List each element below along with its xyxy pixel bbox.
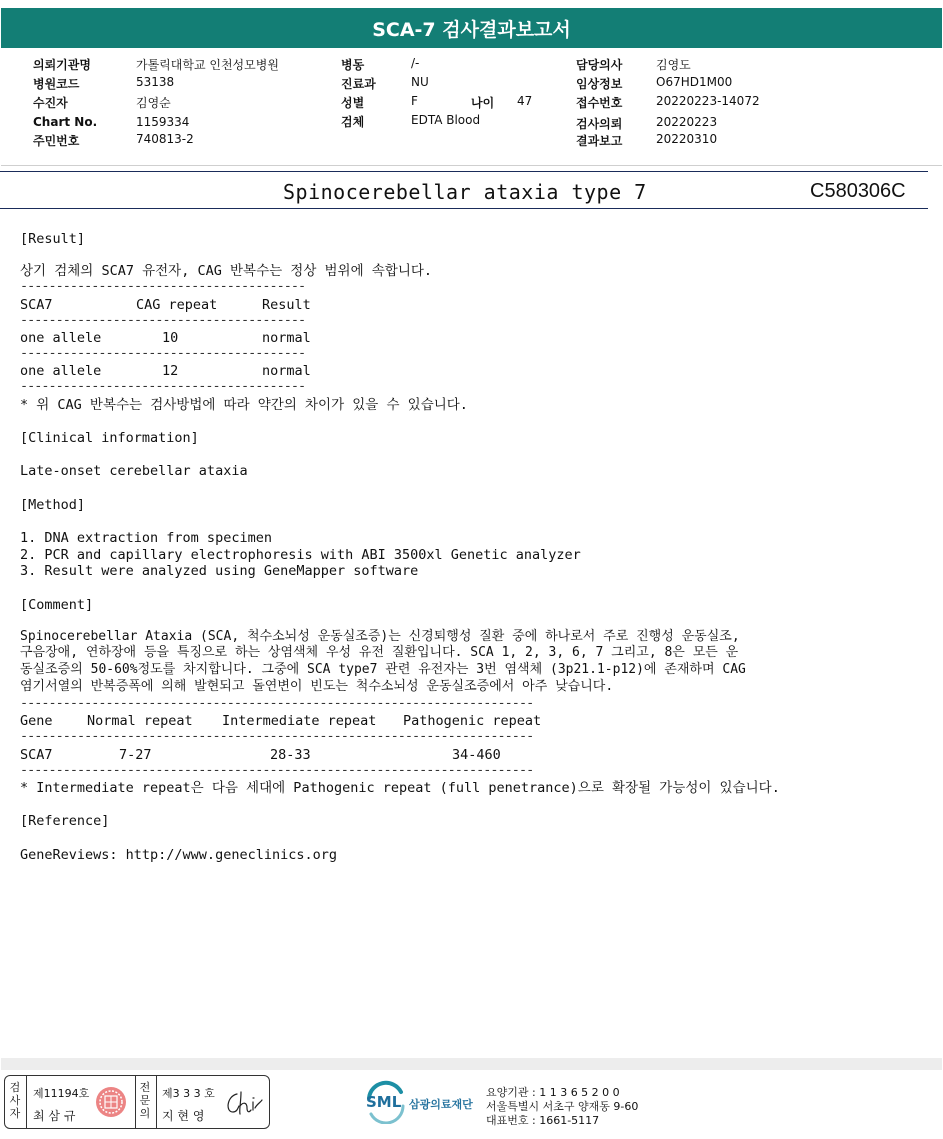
table-divider: ------------------------------------------------------------------------ — [20, 699, 534, 707]
result-col-repeat: CAG repeat — [136, 297, 218, 313]
comment-row-gene: SCA7 — [20, 747, 53, 763]
table-divider: ---------------------------------------- — [20, 282, 306, 290]
sml-logo-text: SML — [366, 1093, 402, 1111]
comment-row-intermediate: 28-33 — [270, 747, 311, 763]
method-step: 2. PCR and capillary electrophoresis with ABI 3500xl Genetic analyzer — [20, 547, 581, 563]
patient-label: 수진자 — [33, 96, 68, 110]
hospital-code-label: 병원코드 — [33, 77, 80, 91]
patient-header — [1, 48, 942, 166]
document-title: Spinocerebellar ataxia type 7 — [283, 180, 647, 204]
document-code: C580306C — [810, 180, 906, 202]
specialist-role-label: 전 문 의 — [139, 1081, 151, 1120]
doctor-label: 담당의사 — [576, 58, 623, 72]
comment-line: 구음장애, 연하장애 등을 특징으로 하는 상염색체 우성 유전 질환입니다. SCA 1, 2, 3, 6, 7 그리고, 8은 모든 운 — [20, 645, 739, 660]
comment-col-intermediate: Intermediate repeat — [222, 713, 377, 729]
result-col-gene: SCA7 — [20, 297, 53, 313]
result-summary: 상기 검체의 SCA7 유전자, CAG 반복수는 정상 범위에 속합니다. — [20, 263, 433, 279]
table-divider: ---------------------------------------- — [20, 382, 306, 390]
clinical-heading: [Clinical information] — [20, 430, 199, 446]
report-title-bar — [1, 8, 942, 48]
method-step: 3. Result were analyzed using GeneMapper software — [20, 563, 419, 579]
title-rule-top — [0, 171, 928, 172]
result-row-result: normal — [262, 330, 311, 346]
table-divider: ---------------------------------------- — [20, 349, 306, 357]
request-label: 검사의뢰 — [576, 117, 623, 131]
clinical-label: 임상정보 — [576, 77, 623, 91]
divider — [26, 1076, 27, 1128]
hospital-code-value: 53138 — [136, 75, 175, 89]
org-name: 삼광의료재단 — [409, 1098, 473, 1111]
institution-code: 요양기관 : 1 1 3 6 5 2 0 0 — [486, 1086, 620, 1099]
clinical-value: O67HD1M00 — [656, 75, 733, 89]
ward-value: /- — [411, 56, 420, 70]
result-col-result: Result — [262, 297, 311, 313]
result-row-allele: one allele — [20, 330, 102, 346]
doctor-value: 김영도 — [656, 58, 691, 72]
reference-heading: [Reference] — [20, 813, 110, 829]
report-date-label: 결과보고 — [576, 134, 623, 148]
report-date-value: 20220310 — [656, 132, 718, 146]
clinical-text: Late-onset cerebellar ataxia — [20, 463, 248, 479]
comment-col-pathogenic: Pathogenic repeat — [403, 713, 542, 729]
age-label: 나이 — [471, 96, 495, 110]
reference-text: GeneReviews: http://www.geneclinics.org — [20, 847, 337, 863]
table-divider: ------------------------------------------------------------------------ — [20, 732, 534, 740]
comment-line: 동실조증의 50-60%정도를 차지합니다. 그중에 SCA type7 관련 유전자는 3번 염색체 (3p21.1-p12)에 존재하며 CAG — [20, 662, 746, 677]
divider — [135, 1076, 136, 1128]
result-note: * 위 CAG 반복수는 검사방법에 따라 약간의 차이가 있을 수 있습니다. — [20, 397, 468, 413]
receipt-value: 20220223-14072 — [656, 94, 760, 108]
divider — [156, 1076, 157, 1128]
comment-line: 염기서열의 반복증폭에 의해 발현되고 돌연변이 빈도는 척수소뇌성 운동실조증에서 아주 낮습니다. — [20, 679, 614, 694]
table-divider: ------------------------------------------------------------------------ — [20, 766, 534, 774]
signer-name-2: 지 현 영 — [162, 1109, 205, 1123]
signature-box — [4, 1075, 270, 1129]
chart-value: 1159334 — [136, 115, 190, 129]
receipt-label: 접수번호 — [576, 96, 623, 110]
method-heading: [Method] — [20, 497, 86, 513]
result-row-result: normal — [262, 363, 311, 379]
cert-number-2: 제3 3 3 호 — [162, 1087, 215, 1100]
footer-band — [1, 1058, 942, 1070]
patient-value: 김영순 — [136, 96, 171, 110]
result-heading: [Result] — [20, 231, 86, 247]
sex-value: F — [411, 94, 418, 108]
institution-value: 가톨릭대학교 인천성모병원 — [136, 58, 279, 72]
comment-line: Spinocerebellar Ataxia (SCA, 척수소뇌성 운동실조증)는 신경퇴행성 질환 중에 하나로서 주로 진행성 운동실조, — [20, 629, 740, 644]
age-value: 47 — [517, 94, 533, 108]
id-value: 740813-2 — [136, 132, 194, 146]
lab-address: 서울특별시 서초구 양재동 9-60 — [486, 1100, 639, 1113]
result-row-repeat: 10 — [162, 330, 179, 346]
cert-number-1: 제11194호 — [33, 1087, 90, 1100]
signer-name-1: 최 삼 규 — [33, 1109, 76, 1123]
comment-heading: [Comment] — [20, 597, 94, 613]
signer-role-label: 검 사 자 — [9, 1081, 21, 1120]
title-rule-bottom — [0, 208, 928, 209]
id-label: 주민번호 — [33, 134, 80, 148]
signature-icon — [223, 1088, 263, 1118]
table-divider: ---------------------------------------- — [20, 316, 306, 324]
dept-label: 진료과 — [341, 77, 376, 91]
institution-label: 의뢰기관명 — [33, 58, 91, 72]
ward-label: 병동 — [341, 58, 365, 72]
comment-row-pathogenic: 34-460 — [452, 747, 501, 763]
sex-label: 성별 — [341, 96, 365, 110]
comment-row-normal: 7-27 — [119, 747, 152, 763]
result-row-repeat: 12 — [162, 363, 179, 379]
report-title: SCA-7 검사결과보고서 — [372, 18, 571, 41]
specimen-label: 검체 — [341, 115, 365, 129]
comment-col-normal: Normal repeat — [87, 713, 193, 729]
method-step: 1. DNA extraction from specimen — [20, 530, 272, 546]
chart-label: Chart No. — [33, 115, 98, 129]
result-row-allele: one allele — [20, 363, 102, 379]
lab-phone: 대표번호 : 1661-5117 — [486, 1114, 600, 1127]
comment-col-gene: Gene — [20, 713, 53, 729]
specimen-value: EDTA Blood — [411, 113, 481, 127]
comment-note: * Intermediate repeat은 다음 세대에 Pathogenic repeat (full penetrance)으로 확장될 가능성이 있습니다. — [20, 780, 780, 796]
request-value: 20220223 — [656, 115, 718, 129]
seal-icon — [95, 1086, 127, 1118]
dept-value: NU — [411, 75, 429, 89]
